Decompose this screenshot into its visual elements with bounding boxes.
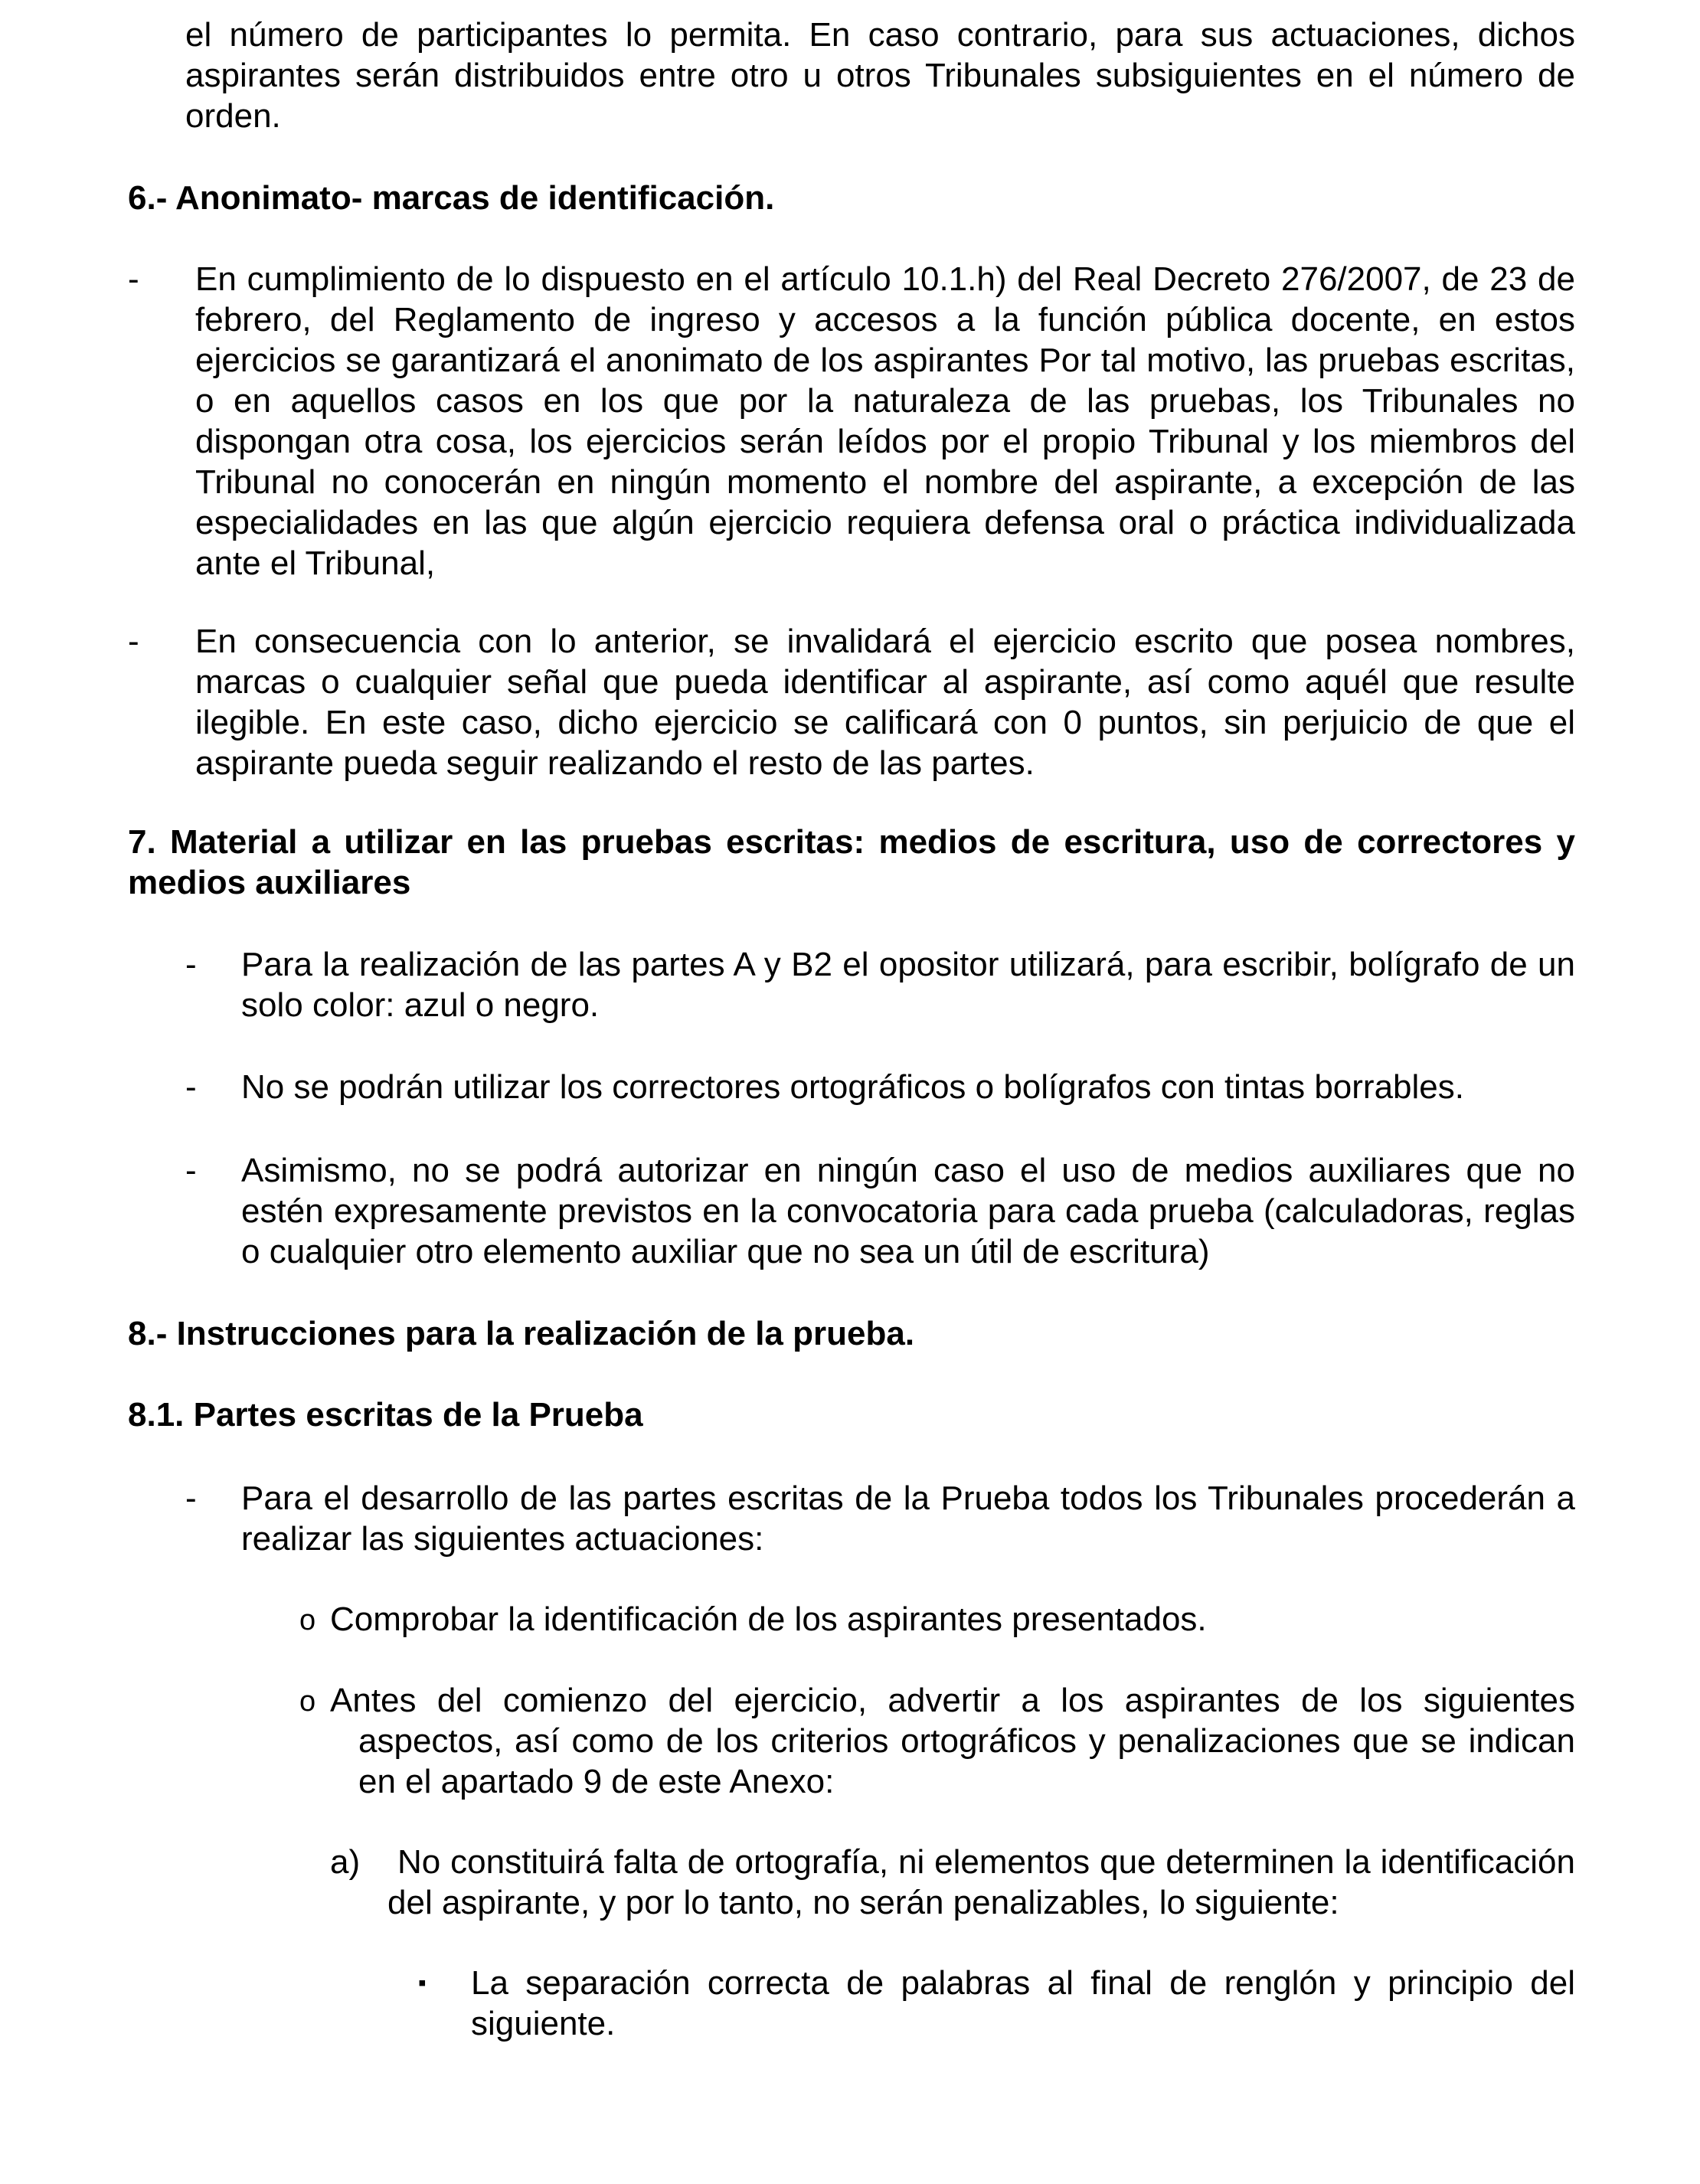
dash-bullet: - [185, 1152, 197, 1189]
circle-bullet: o [299, 1604, 316, 1636]
dash-bullet: - [128, 623, 139, 660]
letter-marker: a) [330, 1843, 361, 1881]
dash-bullet: - [185, 1068, 197, 1106]
letter-item: No constituirá falta de ortografía, ni elementos que determinen la identificación del aspirante, y por lo tanto, no serán penalizables, lo siguiente: [387, 1843, 1575, 1921]
section-8-subitem: Comprobar la identificación de los aspirantes presentados. [330, 1600, 1207, 1638]
section-7-item: Para la realización de las partes A y B2 el opositor utilizará, para escribir, bolígrafo de un solo color: azul o negro. [241, 946, 1575, 1024]
section-6-item: En consecuencia con lo anterior, se invalidará el ejercicio escrito que posea nombres, marcas o cualquier señal que pueda identificar al aspirante, así como aquél que resulte ilegible. En este caso, dicho ejercicio se calificará con 0 puntos, sin perjuicio de que el aspirante pueda seguir realizando el resto de las partes. [195, 623, 1575, 782]
dash-bullet: - [128, 260, 139, 298]
section-6-heading: 6.- Anonimato- marcas de identificación. [128, 179, 775, 217]
section-8-item: Para el desarrollo de las partes escritas de la Prueba todos los Tribunales procederán a realizar las siguientes actuaciones: [241, 1479, 1575, 1558]
section-6-item: En cumplimiento de lo dispuesto en el artículo 10.1.h) del Real Decreto 276/2007, de 23 de febrero, del Reglamento de ingreso y accesos a la función pública docente, en estos ejercicios se garantizará el anonimato de los aspirantes Por tal motivo, las pruebas escritas, o en aquellos casos en los que por la naturaleza de las pruebas, los Tribunales no dispongan otra cosa, los ejercicios serán leídos por el propio Tribunal y los miembros del Tribunal no conocerán en ningún momento el nombre del aspirante, a excepción de las especialidades en las que algún ejercicio requiera defensa oral o práctica individualizada ante el Tribunal, [195, 260, 1575, 582]
section-8-heading: 8.- Instrucciones para la realización de la prueba. [128, 1315, 915, 1352]
square-item: La separación correcta de palabras al final de renglón y principio del siguiente. [471, 1964, 1575, 2042]
section-8-1-heading: 8.1. Partes escritas de la Prueba [128, 1396, 643, 1434]
section-8-subitem: Antes del comienzo del ejercicio, advertir a los aspirantes de los siguientes aspectos, así como de los criterios ortográficos y penalizaciones que se indican en el apartado 9 de este Anexo: [330, 1682, 1575, 1800]
dash-bullet: - [185, 946, 197, 983]
section-7-item: Asimismo, no se podrá autorizar en ningún caso el uso de medios auxiliares que no estén expresamente previstos en la convocatoria para cada prueba (calculadoras, reglas o cualquier otro elemento auxiliar que no sea un útil de escritura) [241, 1152, 1575, 1270]
intro-paragraph: el número de participantes lo permita. En caso contrario, para sus actuaciones, dichos aspirantes serán distribuidos entre otro u otros Tribunales subsiguientes en el número de orden. [185, 16, 1575, 135]
section-7-heading: 7. Material a utilizar en las pruebas escritas: medios de escritura, uso de correctores y medios auxiliares [128, 823, 1575, 901]
dash-bullet: - [185, 1479, 197, 1517]
square-bullet: ▪ [418, 1970, 427, 1996]
section-7-item: No se podrán utilizar los correctores ortográficos o bolígrafos con tintas borrables. [241, 1068, 1464, 1106]
circle-bullet: o [299, 1685, 316, 1718]
